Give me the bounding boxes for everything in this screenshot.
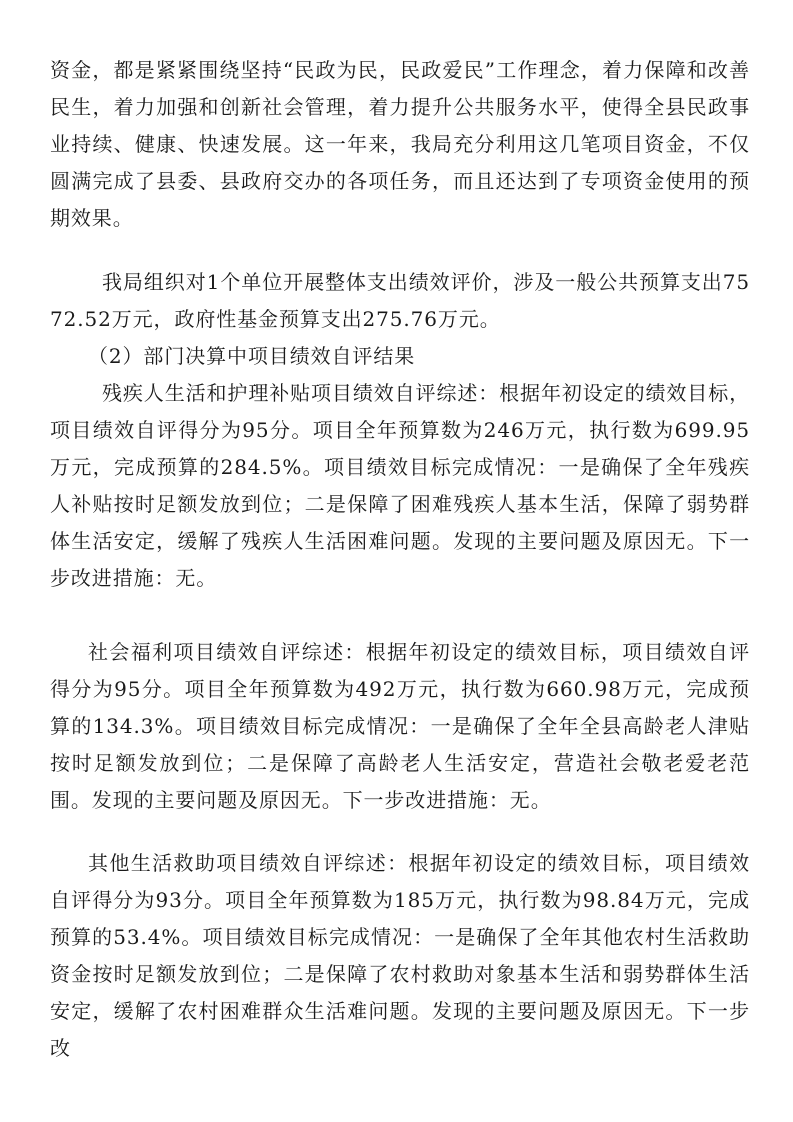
paragraph-social-welfare: 社会福利项目绩效自评综述：根据年初设定的绩效目标，项目绩效自评得分为95分。项目全年预算数为492万元，执行数为660.98万元，完成预算的134.3%。项目绩效目标完成情况：一是确保了全年全县高龄老人津贴按时足额发放到位；二是保障了高龄老人生活安定，营造社会敬老爱老范围。发现的主要问题及原因无。下一步改进措施：无。 <box>50 640 750 812</box>
paragraph-other-living-assistance: 其他生活救助项目绩效自评综述：根据年初设定的绩效目标，项目绩效自评得分为93分。项目全年预算数为185万元，执行数为98.84万元，完成预算的53.4%。项目绩效目标完成情况：一是确保了全年其他农村生活救助资金按时足额发放到位；二是保障了农村救助对象基本生活和弱势群体生活安定，缓解了农村困难群众生活难问题。发现的主要问题及原因无。下一步改 <box>50 851 750 1060</box>
paragraph-overall-evaluation: 我局组织对1个单位开展整体支出绩效评价，涉及一般公共预算支出7572.52万元，政府性基金预算支出275.76万元。 <box>50 270 750 331</box>
paragraph-funds-summary: 资金，都是紧紧围绕坚持“民政为民，民政爱民”工作理念，着力保障和改善民生，着力加强和创新社会管理，着力提升公共服务水平，使得全县民政事业持续、健康、快速发展。这一年来，我局充分利用这几笔项目资金，不仅圆满完成了县委、县政府交办的各项任务，而且还达到了专项资金使用的预期效果。 <box>50 58 750 230</box>
paragraph-disability-subsidy: 残疾人生活和护理补贴项目绩效自评综述：根据年初设定的绩效目标，项目绩效自评得分为95分。项目全年预算数为246万元，执行数为699.95万元，完成预算的284.5%。项目绩效目标完成情况：一是确保了全年残疾人补贴按时足额发放到位；二是保障了困难残疾人基本生活，保障了弱势群体生活安定，缓解了残疾人生活困难问题。发现的主要问题及原因无。下一步改进措施：无。 <box>50 381 750 590</box>
section-heading-project-self-evaluation: （2）部门决算中项目绩效自评结果 <box>88 344 416 368</box>
